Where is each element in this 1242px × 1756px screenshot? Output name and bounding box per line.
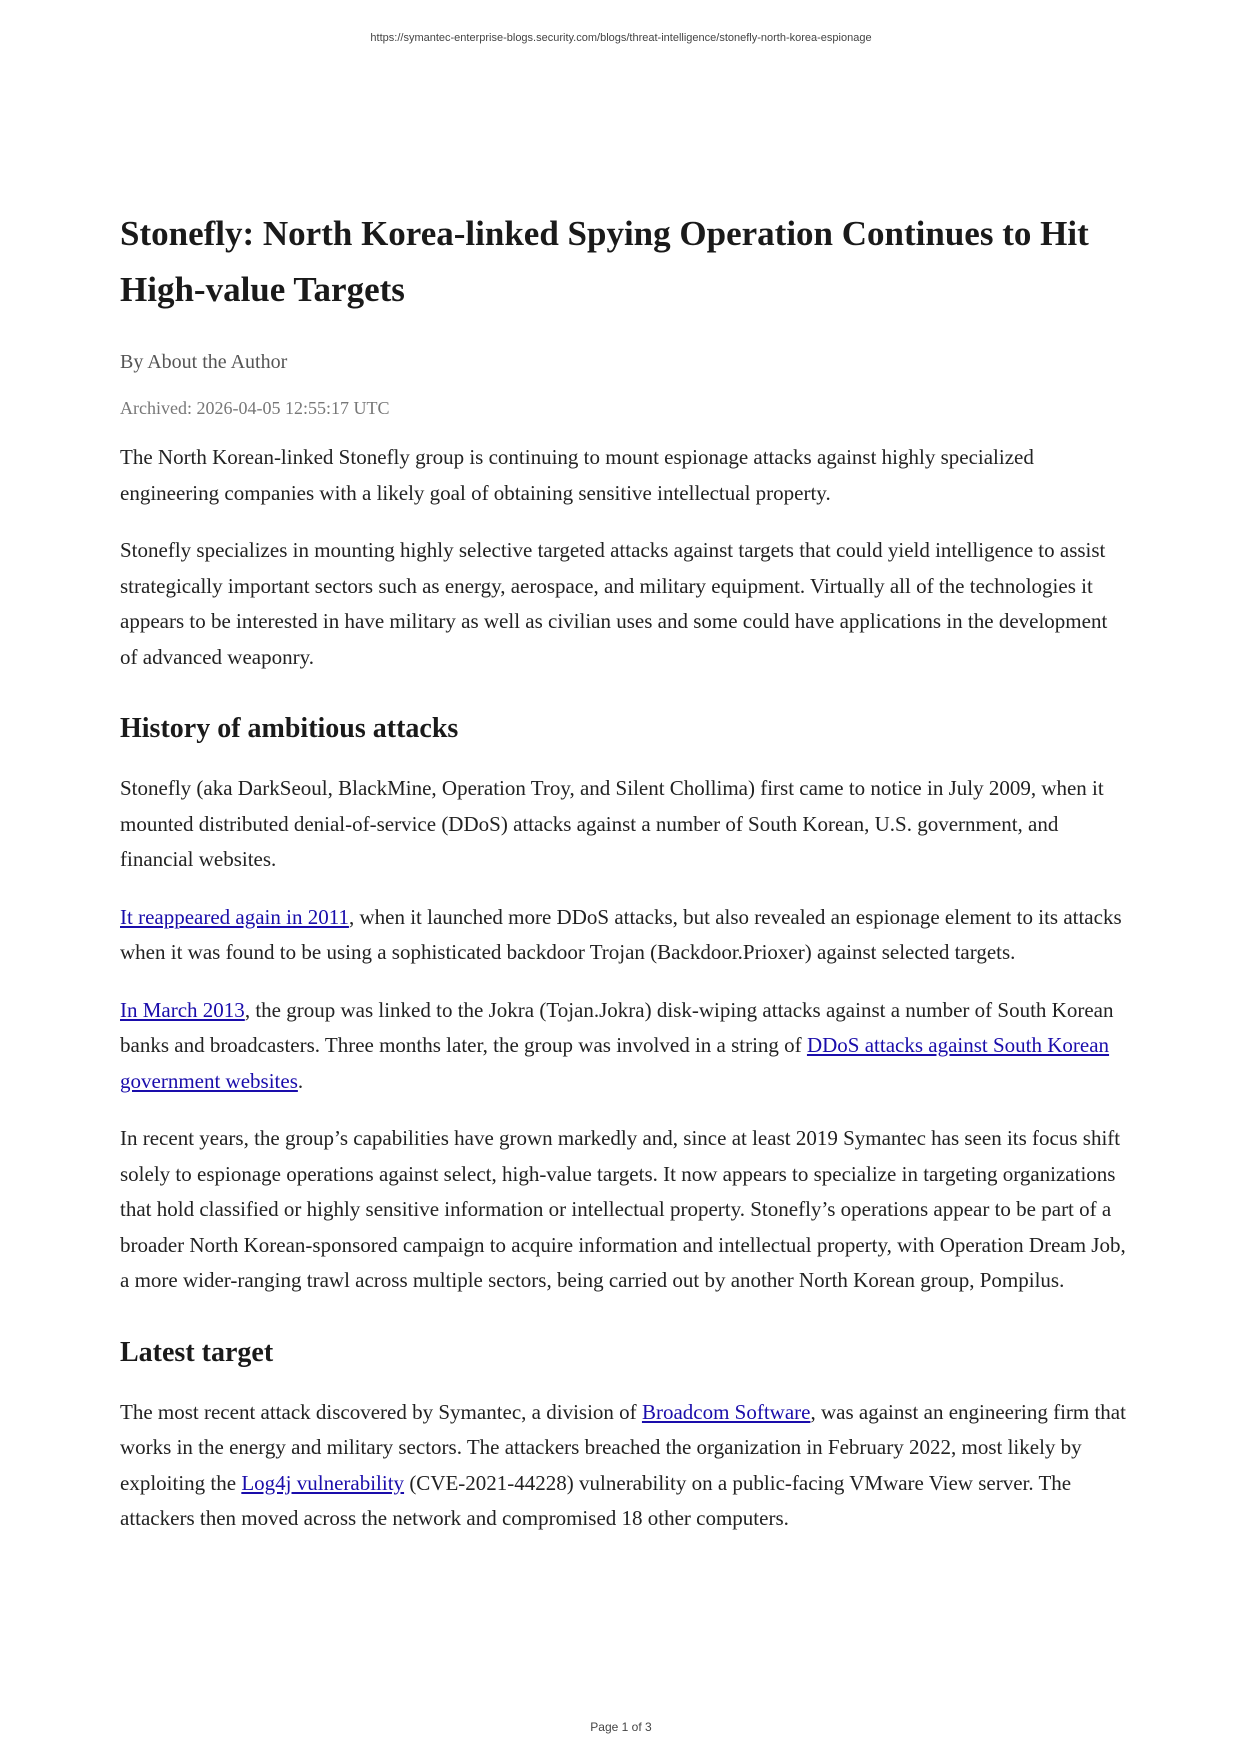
history-paragraph-4: In recent years, the group’s capabilities have grown markedly and, since at least 2019 Symantec has seen its focus shift solely to espionage operations against select, high-value targets. It now appears to specialize in targeting organizations that hold classified or highly sensitive information or intellectual property. Stonefly’s operations appear to be part of a broader North Korean-sponsored campaign to acquire information and intellectual property, with Operation Dream Job, a more wider-ranging trawl across multiple sectors, being carried out by another North Korean group, Pompilus. (120, 1126, 1126, 1292)
page-url-header: https://symantec-enterprise-blogs.security.com/blogs/threat-intelligence/stonefly-north-korea-espionage (370, 32, 872, 44)
history-paragraph-3 (120, 993, 1130, 1100)
history-paragraph-1: Stonefly (aka DarkSeoul, BlackMine, Operation Troy, and Silent Chollima) first came to notice in July 2009, when it mounted distributed denial-of-service (DDoS) attacks against a number of South Korean, U.S. government, and financial websites. (120, 776, 1104, 871)
history-paragraph-2-text: , when it launched more DDoS attacks, but also revealed an espionage element to its attacks when it was found to be using a sophisticated backdoor Trojan (Backdoor.Prioxer) against selected targets. (120, 904, 1122, 964)
latest-target-paragraph-1 (120, 1395, 1130, 1537)
archived-timestamp: Archived: 2026-04-05 12:55:17 UTC (120, 398, 390, 418)
article-title: Stonefly: North Korea-linked Spying Operation Continues to Hit High-value Targets (120, 214, 1089, 309)
intro-paragraph-1: The North Korean-linked Stonefly group is continuing to mount espionage attacks against highly specialized engineering companies with a likely goal of obtaining sensitive intellectual property. (120, 445, 1034, 505)
article-byline: By About the Author (120, 351, 288, 373)
article-body (120, 206, 1130, 1559)
history-paragraph-3-text: , the group was linked to the Jokra (Tojan.Jokra) disk-wiping attacks against a number of South Korean banks and broadcasters. Three months later, the group was involved in a string of (120, 997, 1114, 1057)
intro-paragraph-2: Stonefly specializes in mounting highly selective targeted attacks against targets that could yield intelligence to assist strategically important sectors such as energy, aerospace, and military equipment. Virtually all of the technologies it appears to be interested in have military as well as civilian uses and some could have applications in the development of advanced weaponry. (120, 538, 1108, 669)
link-broadcom-software[interactable]: Broadcom Software (641, 1399, 811, 1424)
history-paragraph-3-end: . (297, 1068, 304, 1093)
link-ddos-attacks-south-korea[interactable]: DDoS attacks against South Korean government websites (120, 1033, 1110, 1093)
page-number: Page 1 of 3 (590, 1720, 652, 1734)
link-reappeared-2011[interactable]: It reappeared again in 2011 (120, 904, 349, 929)
section-heading-latest-target: Latest target (120, 1336, 274, 1368)
latest-target-text-mid: , was against an engineering firm that works in the energy and military sectors. The attackers breached the organization in February 2022, most likely by exploiting the (120, 1399, 1126, 1495)
latest-target-text-end: (CVE-2021-44228) vulnerability on a public-facing VMware View server. The attackers then moved across the network and compromised 18 other computers. (120, 1470, 1072, 1530)
link-log4j-vulnerability[interactable]: Log4j vulnerability (241, 1470, 405, 1495)
section-heading-history: History of ambitious attacks (120, 713, 459, 744)
latest-target-text-start: The most recent attack discovered by Symantec, a division of (120, 1399, 642, 1424)
history-paragraph-2 (120, 900, 1130, 971)
link-march-2013[interactable]: In March 2013 (120, 997, 245, 1022)
